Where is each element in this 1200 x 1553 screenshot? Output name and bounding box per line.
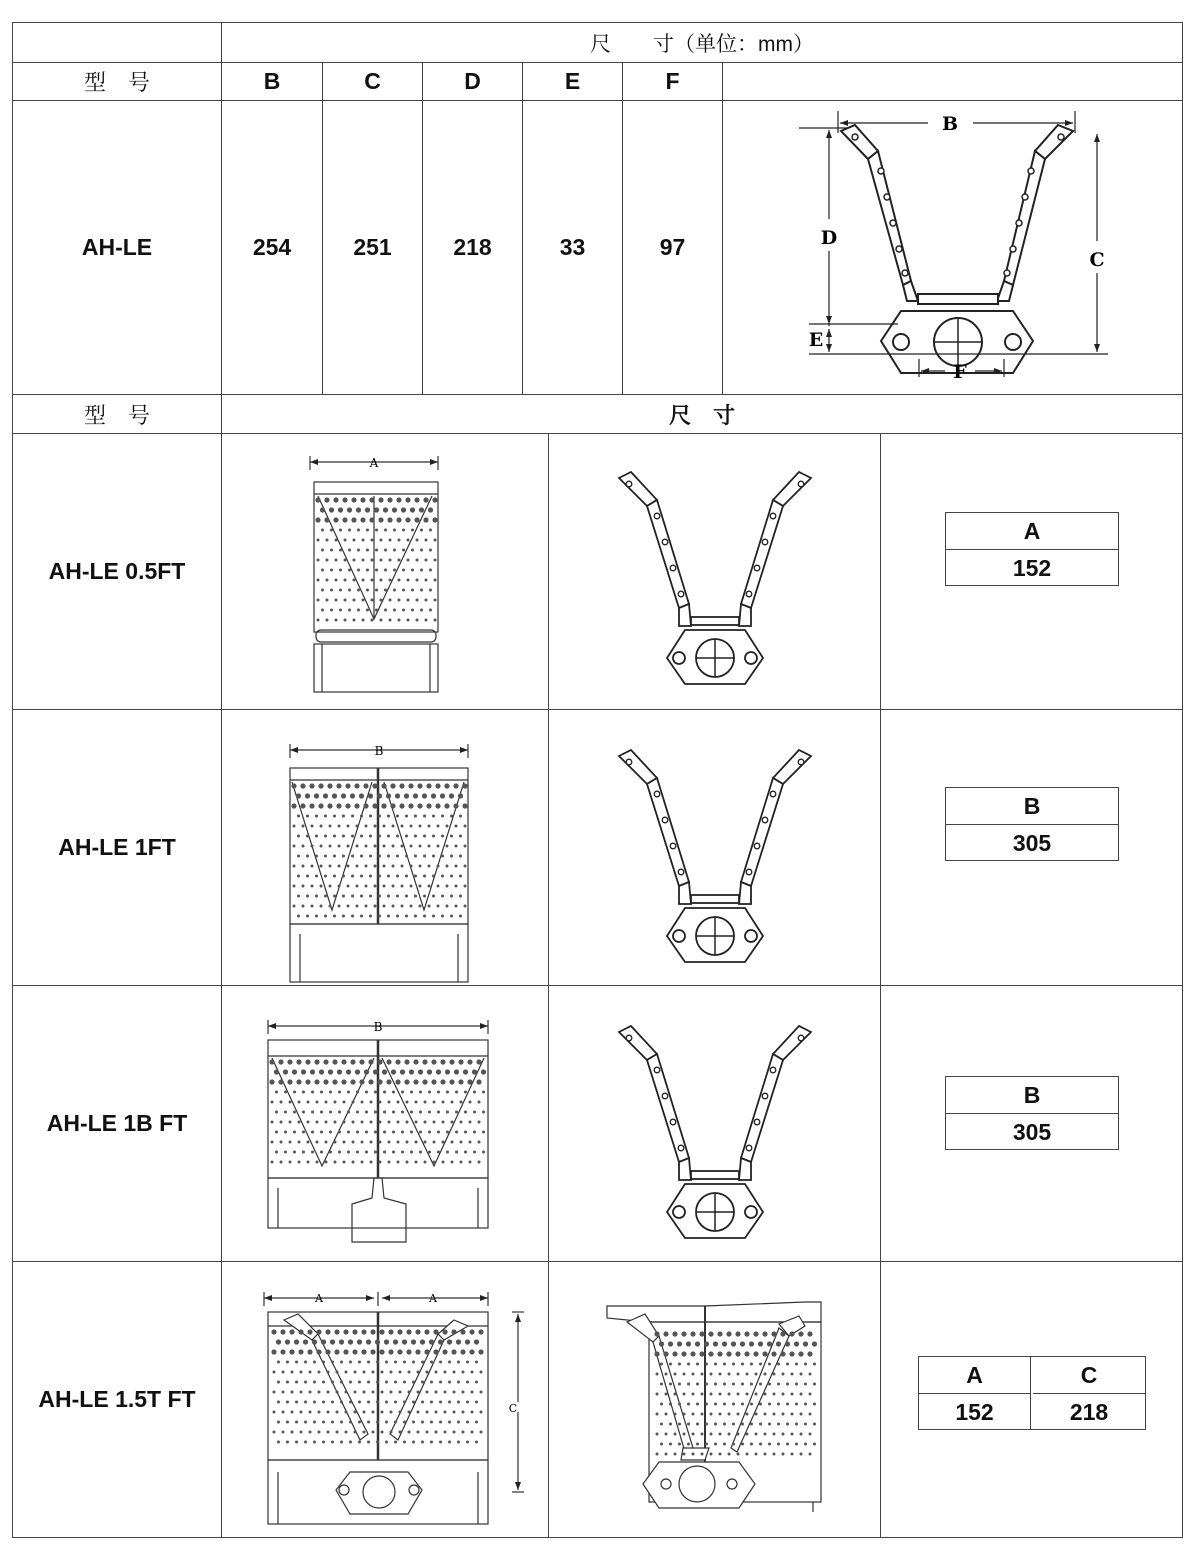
section2-dimension-header-cell	[221, 394, 1183, 434]
value-f-cell	[622, 100, 723, 395]
section2-dimension-header: 尺 寸	[668, 402, 735, 429]
corner-cell	[12, 22, 222, 63]
row-2-dim-head: B	[946, 1077, 1118, 1114]
value-f: 97	[659, 234, 686, 260]
section2-model-header: 型 号	[83, 402, 150, 428]
col-header-b	[221, 62, 323, 101]
row-0-dim-label: A	[369, 456, 379, 470]
col-header-f	[622, 62, 723, 101]
dimension-title-cell	[221, 22, 1183, 63]
row-1-dim-table	[945, 787, 1119, 861]
row-0-model: AH-LE 0.5FT	[48, 558, 186, 584]
row-2-model-cell	[12, 985, 222, 1262]
diagram-label-f: F	[953, 361, 967, 383]
row-3-dim-head-c: C	[1033, 1357, 1145, 1394]
row-1-bracket-view	[549, 710, 882, 987]
value-d: 218	[453, 234, 492, 260]
col-header-e	[522, 62, 623, 101]
col-header-d	[422, 62, 523, 101]
row-2-side-view-cell	[548, 985, 881, 1262]
col-header-f-label: F	[665, 68, 680, 94]
row-2-table-cell	[880, 985, 1183, 1262]
row-1-model-cell	[12, 709, 222, 986]
section2-model-header-cell	[12, 394, 222, 434]
model-header: 型 号	[83, 70, 150, 95]
row-0-dim-value: 152	[1012, 554, 1052, 581]
value-c: 251	[353, 234, 392, 260]
diagram-label-b: B	[941, 113, 959, 135]
value-e-cell	[522, 100, 623, 395]
row-0-model-cell	[12, 433, 222, 710]
row-0-dim-table	[945, 512, 1119, 586]
row-2-bracket-view	[549, 986, 882, 1263]
row-1-table-cell	[880, 709, 1183, 986]
row-3-dim-value-c: 218	[1069, 1398, 1109, 1425]
row-3-side-view-cell	[548, 1261, 881, 1538]
diagram-label-e: E	[808, 329, 824, 351]
row-3-dim-table	[918, 1356, 1146, 1430]
row-2-dim-table	[945, 1076, 1119, 1150]
row-1-dim-head: B	[946, 788, 1118, 825]
row-0-side-view-cell	[548, 433, 881, 710]
main-model: AH-LE	[81, 234, 153, 260]
diagram-label-d: D	[820, 227, 838, 249]
row-3-side-view	[549, 1262, 882, 1539]
row-3-dim-label-c: C	[508, 1402, 518, 1415]
row-2-front-view-cell	[221, 985, 549, 1262]
col-header-b-label: B	[263, 68, 281, 94]
row-0-front-view-cell	[221, 433, 549, 710]
dimension-title: 尺 寸（单位：mm）	[590, 32, 814, 56]
row-2-model: AH-LE 1B FT	[46, 1110, 188, 1136]
row-1-dim-value: 305	[1012, 829, 1052, 856]
row-3-dim-head-a: A	[919, 1357, 1031, 1394]
col-header-c	[322, 62, 423, 101]
value-b-cell	[221, 100, 323, 395]
row-3-dim-value-a: 152	[919, 1394, 1031, 1430]
dimension-diagram	[723, 101, 1184, 396]
row-0-table-cell	[880, 433, 1183, 710]
row-3-dim-label-a2: A	[429, 1292, 437, 1305]
row-2-dim-label: B	[373, 1020, 383, 1034]
row-1-model: AH-LE 1FT	[58, 834, 176, 860]
row-2-front-view	[222, 986, 550, 1263]
value-e: 33	[559, 234, 586, 260]
row-3-dim-label-a1: A	[315, 1292, 323, 1305]
row-3-front-view	[222, 1262, 550, 1539]
row-3-model-cell	[12, 1261, 222, 1538]
row-2-dim-value: 305	[1012, 1118, 1052, 1145]
row-1-front-view	[222, 710, 550, 987]
diagram-label-c: C	[1089, 249, 1105, 271]
row-1-side-view-cell	[548, 709, 881, 986]
row-3-front-view-cell	[221, 1261, 549, 1538]
col-header-blank	[722, 62, 1183, 101]
value-d-cell	[422, 100, 523, 395]
row-3-model: AH-LE 1.5T FT	[38, 1386, 196, 1412]
col-header-c-label: C	[364, 68, 381, 94]
model-header-cell	[12, 62, 222, 101]
value-b: 254	[252, 234, 292, 260]
col-header-d-label: D	[464, 68, 481, 94]
spec-sheet	[12, 22, 1183, 1538]
dimension-diagram-cell	[722, 100, 1183, 395]
value-c-cell	[322, 100, 423, 395]
row-3-table-cell	[880, 1261, 1183, 1538]
row-0-front-view	[222, 434, 550, 711]
row-1-dim-label: B	[374, 744, 384, 758]
col-header-e-label: E	[564, 68, 581, 94]
row-0-bracket-view	[549, 434, 882, 711]
row-1-front-view-cell	[221, 709, 549, 986]
main-model-cell	[12, 100, 222, 395]
row-0-dim-head: A	[946, 513, 1118, 550]
